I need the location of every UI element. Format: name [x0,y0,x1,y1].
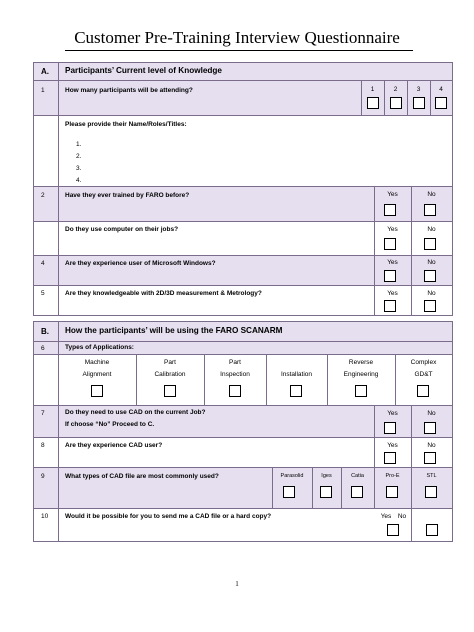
stl-checkbox[interactable] [425,486,437,498]
yes-checkbox[interactable] [384,452,396,464]
application-label: Reverse [348,359,374,366]
part-calibration-checkbox[interactable] [164,385,176,397]
question-row-3 [34,221,452,255]
application-label: Complex [410,359,437,366]
application-label: Part [164,359,176,366]
catia-checkbox[interactable] [351,486,363,498]
application-label: Alignment [82,371,112,378]
pro-e-checkbox[interactable] [386,486,398,498]
option-1-checkbox[interactable] [367,97,379,109]
section-a-table [33,62,453,316]
yes-label: Yes [380,513,392,520]
yes-label: Yes [387,410,398,417]
format-label: Parasolid [280,473,304,479]
yes-label: Yes [387,259,398,266]
format-label: Iges [321,473,332,479]
yes-checkbox[interactable] [384,238,396,250]
application-label: Machine [84,359,110,366]
yes-checkbox[interactable] [384,422,396,434]
question-number: 8 [41,442,45,449]
question-number: 1 [41,87,45,94]
name-line: 4. [76,177,82,184]
no-label: No [427,259,436,266]
part-inspection-checkbox[interactable] [229,385,241,397]
question-text: What types of CAD file are most commonly used? [65,473,219,480]
question-number: 9 [41,473,45,480]
option-label: 4 [439,86,443,93]
question-text: Are they experience CAD user? [65,442,163,449]
section-a-heading: Participants’ Current level of Knowledge [65,66,222,75]
no-label: No [397,513,407,520]
question-number: 4 [41,260,45,267]
yes-checkbox[interactable] [384,204,396,216]
question-row-10 [34,508,452,541]
option-label: 2 [393,86,398,93]
question-row-6 [34,341,452,354]
question-number: 10 [41,513,49,520]
question-row-5 [34,285,452,315]
iges-checkbox[interactable] [320,486,332,498]
question-text: Are they experience user of Microsoft Windows? [65,260,216,267]
no-label: No [427,226,436,233]
section-b-header [34,322,452,341]
question-text: How many participants will be attending? [65,87,193,94]
no-checkbox[interactable] [426,524,438,536]
yes-checkbox[interactable] [387,524,399,536]
question-text: Are they knowledgeable with 2D/3D measurement & Metrology? [65,290,262,297]
no-checkbox[interactable] [424,452,436,464]
no-checkbox[interactable] [424,238,436,250]
no-label: No [427,410,436,417]
machine-alignment-checkbox[interactable] [91,385,103,397]
option-2-checkbox[interactable] [390,97,402,109]
question-number: 2 [41,192,45,199]
page-number: 1 [235,580,239,588]
format-label: Pro-E [385,473,400,479]
question-text: Do they use computer on their jobs? [65,226,179,233]
parasolid-checkbox[interactable] [283,486,295,498]
question-row-9 [34,467,452,508]
page-title: Customer Pre-Training Interview Questionnaire [74,28,400,47]
question-number: 7 [41,410,45,417]
application-label: Engineering [343,371,379,378]
name-line: 1. [76,141,82,148]
question-row-8 [34,437,452,467]
question-row-7 [34,405,452,437]
application-label: Inspection [220,371,250,378]
complex-gdt-checkbox[interactable] [417,385,429,397]
yes-label: Yes [387,290,398,297]
question-note: If choose “No” Proceed to C. [65,421,155,428]
section-b-table [33,321,453,542]
option-label: 1 [370,86,375,93]
no-checkbox[interactable] [424,270,436,282]
section-b-letter: B. [41,327,49,336]
question-number: 5 [41,290,45,297]
names-row [34,115,452,186]
question-number: 6 [41,345,45,352]
section-b-heading: How the participants’ will be using the FARO SCANARM [65,326,283,335]
section-a-letter: A. [41,67,49,76]
installation-checkbox[interactable] [290,385,302,397]
application-label: Calibration [154,371,186,378]
yes-label: Yes [387,226,398,233]
no-label: No [427,442,436,449]
no-label: No [427,290,436,297]
question-text: Types of Applications: [65,344,134,351]
names-prompt: Please provide their Name/Roles/Titles: [65,121,187,128]
no-checkbox[interactable] [424,422,436,434]
option-3-checkbox[interactable] [413,97,425,109]
yes-checkbox[interactable] [384,300,396,312]
reverse-engineering-checkbox[interactable] [355,385,367,397]
yes-label: Yes [387,442,398,449]
application-label: GD&T [414,371,433,378]
format-label: Catia [351,473,364,479]
no-checkbox[interactable] [424,204,436,216]
question-text: Do they need to use CAD on the current Job? [65,409,206,416]
application-label: Installation [280,371,313,378]
section-a-header [34,63,452,80]
name-line: 2. [76,153,82,160]
question-text: Have they ever trained by FARO before? [65,192,190,199]
no-label: No [427,191,436,198]
no-checkbox[interactable] [424,300,436,312]
name-line: 3. [76,165,82,172]
title-underline [65,50,413,51]
applications-row [34,354,452,405]
question-text: Would it be possible for you to send me a CAD file or a hard copy? [65,513,272,520]
yes-label: Yes [387,191,398,198]
format-label: STL [426,473,437,479]
question-row-2 [34,186,452,221]
question-row-4 [34,255,452,285]
application-label: Part [229,359,241,366]
option-4-checkbox[interactable] [435,97,447,109]
yes-checkbox[interactable] [384,270,396,282]
option-label: 3 [416,86,421,93]
question-row-1 [34,80,452,115]
